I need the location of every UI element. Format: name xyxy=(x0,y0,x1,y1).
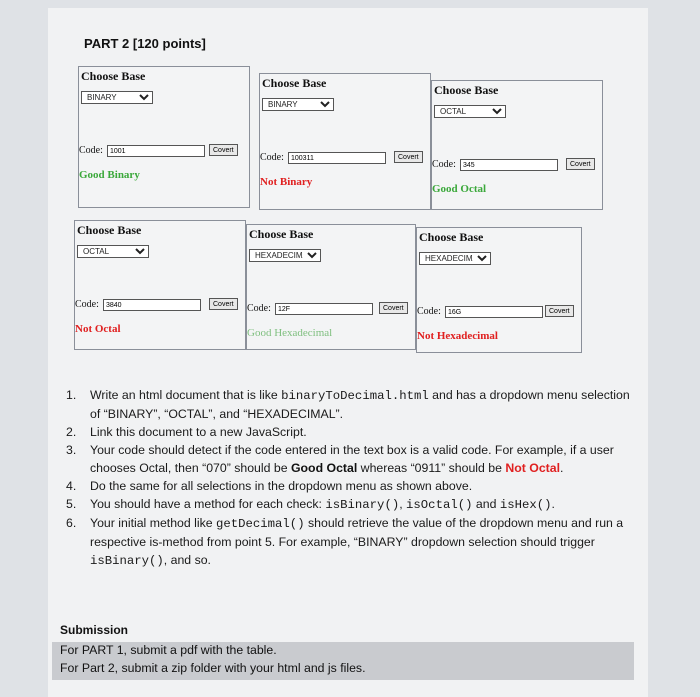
panel-header: Choose Base xyxy=(419,230,484,244)
submission-line-1: For PART 1, submit a pdf with the table. xyxy=(60,643,277,657)
instruction-item: 2. Link this document to a new JavaScript. xyxy=(66,425,307,439)
not-octal-text: Not Octal xyxy=(505,461,561,475)
result-text: Good Hexadecimal xyxy=(247,327,333,339)
code-label: Code: xyxy=(432,159,456,170)
code-input[interactable] xyxy=(460,159,558,171)
filename-code: binaryToDecimal.html xyxy=(281,389,429,403)
code-label: Code: xyxy=(247,303,271,314)
code-input[interactable] xyxy=(288,152,386,164)
convert-button[interactable]: Covert xyxy=(209,298,238,310)
panel-header: Choose Base xyxy=(249,227,314,241)
panel-header: Choose Base xyxy=(434,83,499,97)
instruction-item: 3. Your code should detect if the code entered in the text box is a valid code. For example, if a user chooses Octal, then “070” should be Good Octal whereas “0911” should be Not Octal. xyxy=(66,443,614,475)
binary-bad-panel xyxy=(259,73,431,210)
convert-button[interactable]: Covert xyxy=(545,305,574,317)
base-dropdown[interactable] xyxy=(77,245,149,258)
code-label: Code: xyxy=(417,306,441,317)
code-label: Code: xyxy=(260,152,284,163)
convert-button[interactable]: Covert xyxy=(394,151,423,163)
hex-good-panel xyxy=(246,224,416,350)
result-text: Not Octal xyxy=(75,323,121,335)
part-title: PART 2 [120 points] xyxy=(84,36,206,51)
octal-good-panel xyxy=(431,80,603,210)
panel-header: Choose Base xyxy=(262,76,327,90)
panel-header: Choose Base xyxy=(77,223,142,237)
instruction-item: 6. Your initial method like getDecimal() should retrieve the value of the dropdown menu and run a respective is-method from point 5. For example, “BINARY” dropdown selection should trigger isBinary(), and so. xyxy=(66,516,624,568)
convert-button[interactable]: Covert xyxy=(379,302,408,314)
convert-button[interactable]: Covert xyxy=(209,144,238,156)
octal-bad-panel xyxy=(74,220,246,350)
code-input[interactable] xyxy=(445,306,543,318)
base-dropdown[interactable] xyxy=(419,252,491,265)
result-text: Good Binary xyxy=(79,169,140,181)
code-input[interactable] xyxy=(275,303,373,315)
submission-title: Submission xyxy=(60,623,129,637)
code-label: Code: xyxy=(75,299,99,310)
instruction-item: 1. Write an html document that is like binaryToDecimal.html and has a dropdown menu selection of “BINARY”, “OCTAL”, and “HEXADECIMAL”. xyxy=(66,388,630,421)
code-label: Code: xyxy=(79,145,103,156)
instruction-item: 4. Do the same for all selections in the dropdown menu as shown above. xyxy=(66,479,473,493)
instructions-list xyxy=(66,386,636,570)
base-dropdown[interactable] xyxy=(81,91,153,104)
result-text: Good Octal xyxy=(432,183,487,195)
base-dropdown[interactable] xyxy=(249,249,321,262)
base-dropdown[interactable] xyxy=(434,105,506,118)
result-text: Not Hexadecimal xyxy=(417,330,498,342)
code-input[interactable] xyxy=(107,145,205,157)
good-octal-text: Good Octal xyxy=(290,461,358,475)
panel-header: Choose Base xyxy=(81,69,146,83)
instruction-item: 5. You should have a method for each check: isBinary(), isOctal() and isHex(). xyxy=(66,497,555,512)
convert-button[interactable]: Covert xyxy=(566,158,595,170)
hex-bad-panel xyxy=(416,227,582,353)
code-input[interactable] xyxy=(103,299,201,311)
binary-good-panel xyxy=(78,66,250,208)
result-text: Not Binary xyxy=(260,176,313,188)
base-dropdown[interactable] xyxy=(262,98,334,111)
submission-line-2: For Part 2, submit a zip folder with your html and js files. xyxy=(60,661,366,675)
